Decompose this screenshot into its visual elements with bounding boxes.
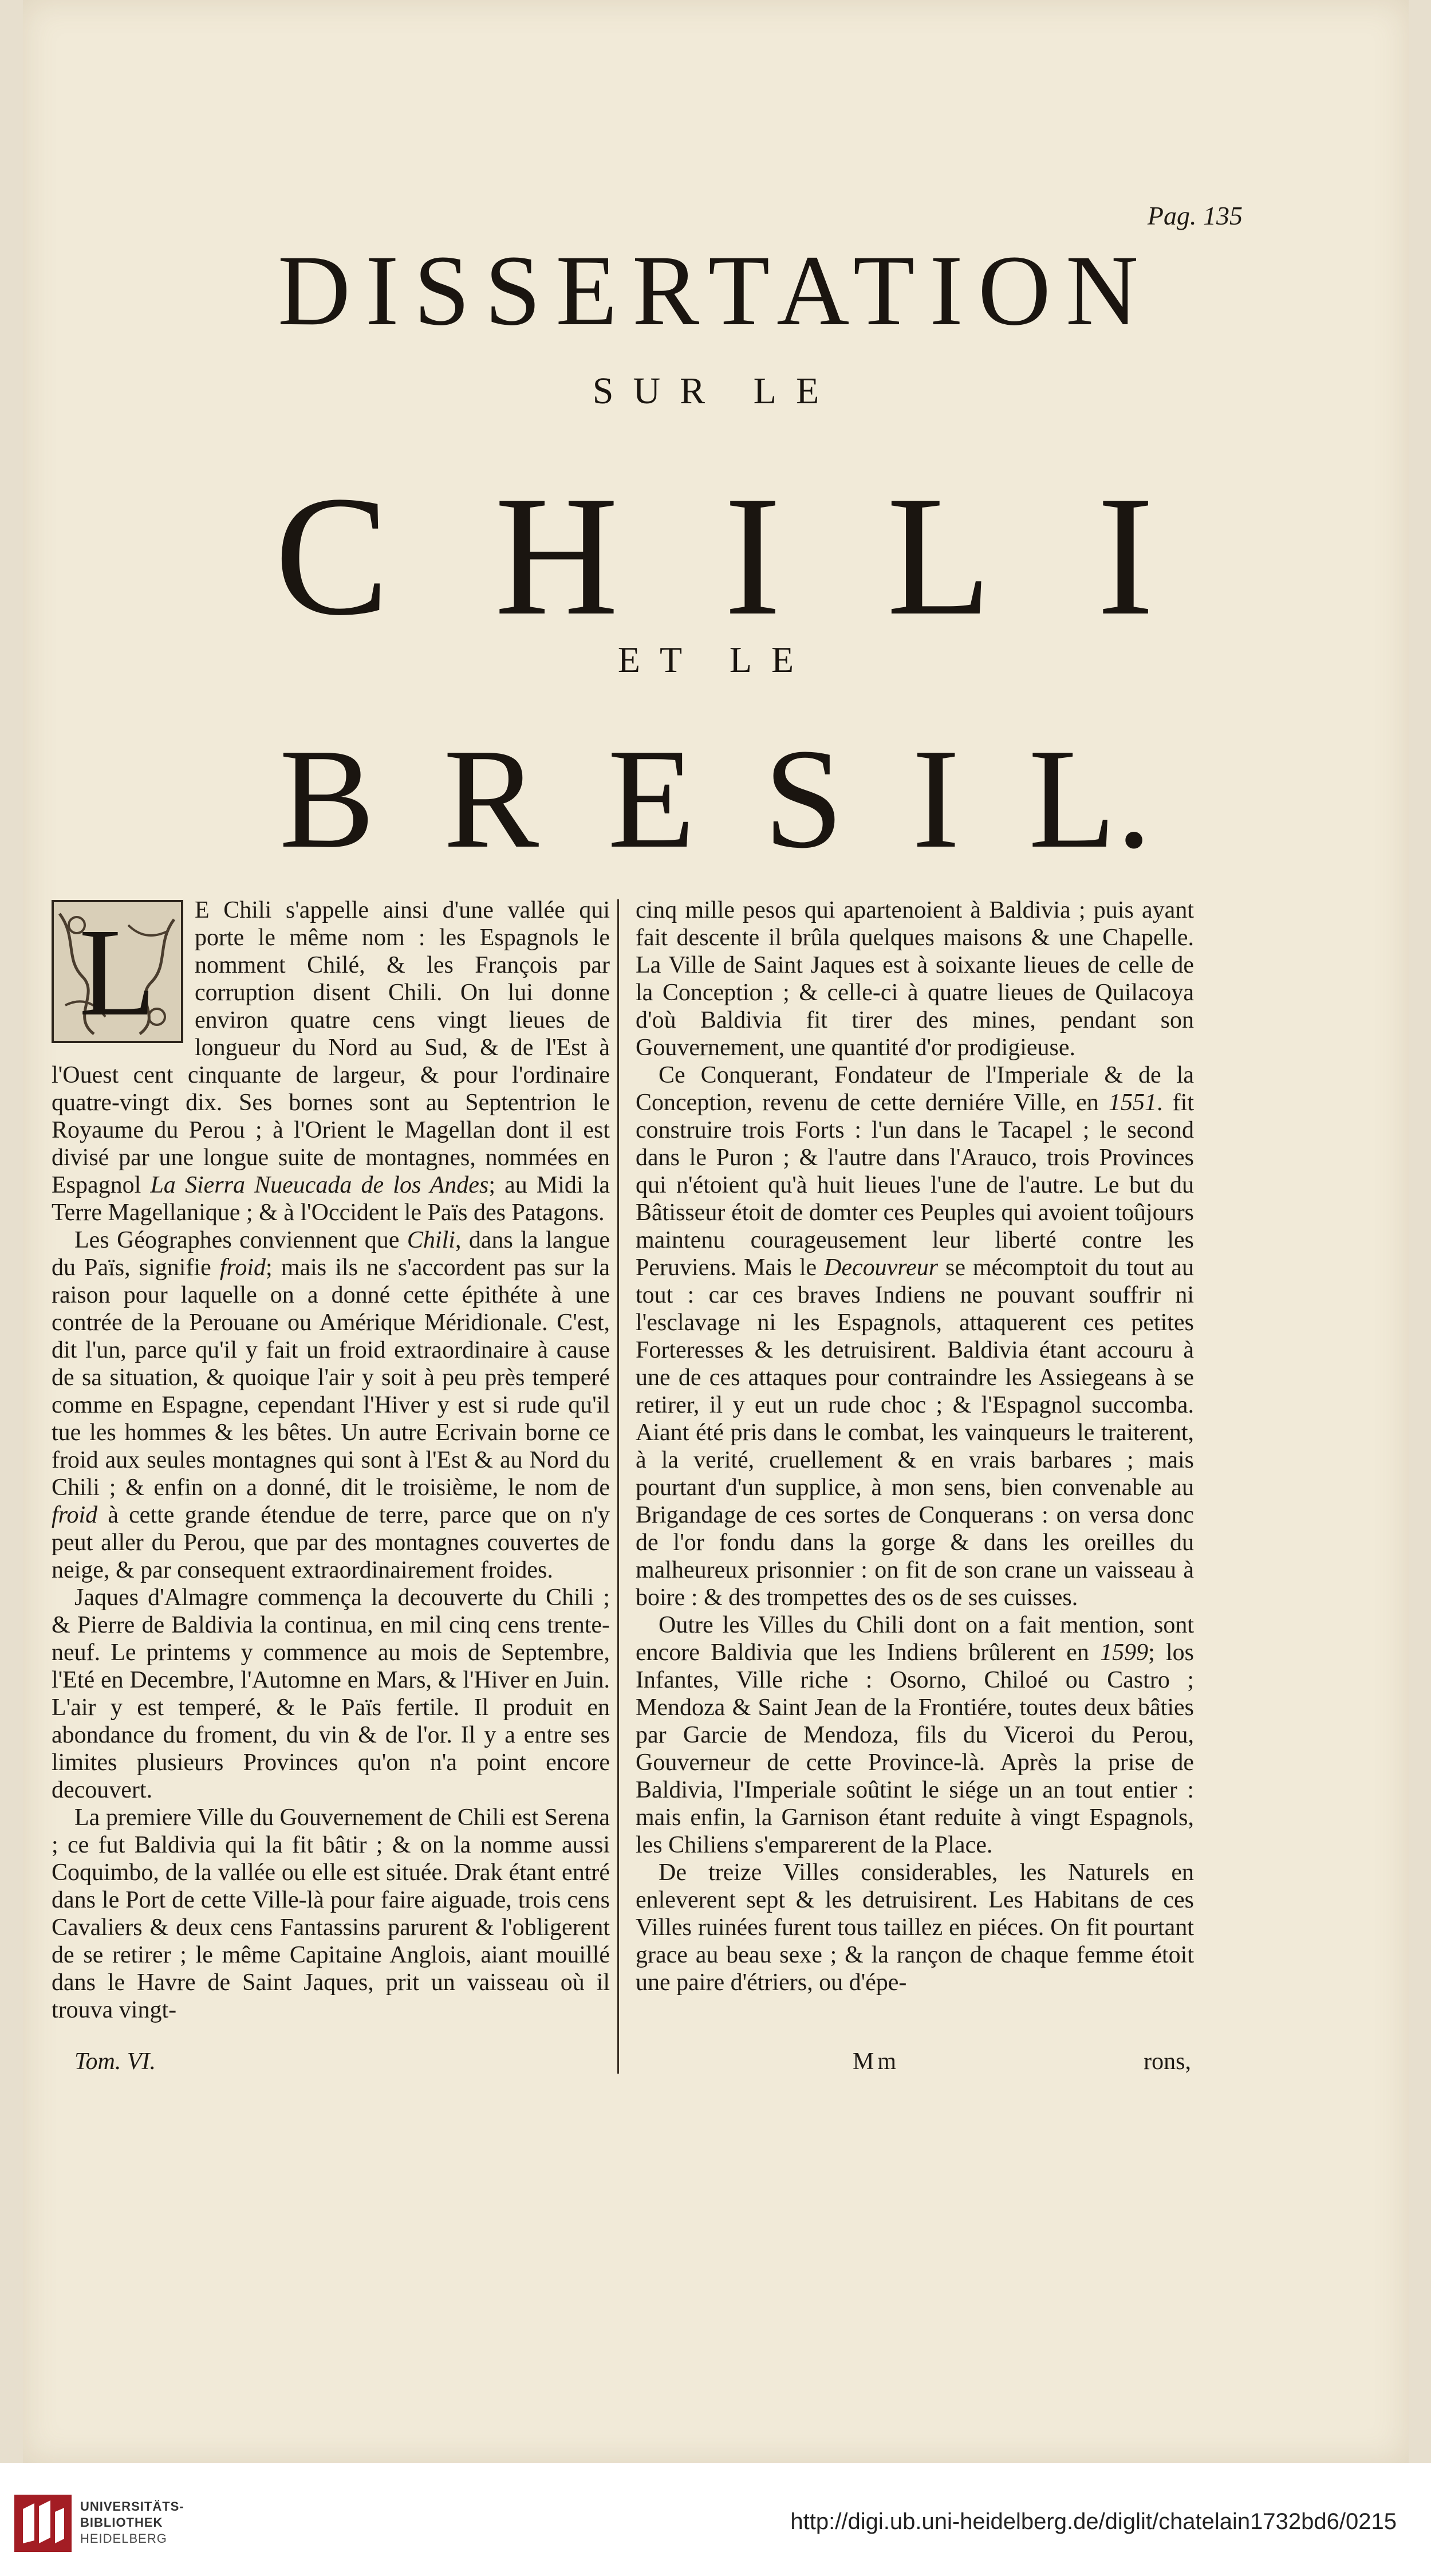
text: , dans la langue du Païs, signifie: [52, 1227, 610, 1281]
text: ; au Midi la Terre Magellanique ; & à l'Occident le Païs des Patagons.: [52, 1172, 610, 1226]
paragraph: [52, 896, 610, 1226]
text: Outre les Villes du Chili dont on a fait mention, sont encore Baldivia que les Indiens brûlerent en: [636, 1612, 1194, 1666]
text: E Chili s'appelle ainsi d'une vallée qui porte le même nom : les Espagnols le nomment Chilé, & les François par corruption disent Chili. On lui donne environ quatre cens vingt lieues de longueur du Nord au Sud, & de l'Est à l'Ouest cent cinquante de largeur, & pour l'ordinaire quatre-vingt dix. Ses bornes sont au Septentrion le Royaume du Perou ; à l'Orient le Magellan dont il est divisé par une longue suite de montagnes, nommées en Espagnol: [52, 897, 610, 1198]
title-bresil-letter: E: [608, 719, 695, 878]
title-chili-letter: L: [886, 461, 994, 651]
dropcap-letter: L: [78, 902, 156, 1042]
title-bresil-letter: L.: [1028, 719, 1152, 878]
university-library-logo-icon[interactable]: [11, 2492, 74, 2555]
text: . fit construire trois Forts : l'un dans le Tacapel ; le second dans le Puron ; & l'autre dans l'Arauco, trois Provinces qui n'étoient qu'à huit lieues l'une de l'autre. Le but du Bâtisseur étoit de domter ces Peuples qui avoient toûjours maintenu courageusement leur liberté contre les Peruviens. Mais le: [636, 1090, 1195, 1281]
paragraph: De treize Villes considerables, les Naturels en enleverent sept & les detruisirent. Les Habitans de ces Villes ruinées furent tous taillez en piéces. On fit pourtant grace au beau sexe ; & la rançon de chaque femme étoit une paire d'étriers, ou d'épe-: [636, 1859, 1194, 1996]
signature-mark: Mm: [852, 2048, 900, 2075]
text: se mécomptoit du tout au tout : car ces braves Indiens ne pouvant souffrir ni l'esclavage ni les Espagnols, attaquerent ces petites Forteresses & les detruisirent. Baldivia étant accouru à une de ces attaques pour contraindre les Assiegeans à se retirer, il y eut un rude choc ; & l'Espagnol succomba. Aiant été pris dans le combat, les vainqueurs le traiterent, à la verité, cruellement & en vrais barbares ; mais pourtant d'un supplice, à mon sens, bien convenable au Brigandage de ces sortes de Conquerans : on versa donc de l'or fondu dans la gorge & dans les oreilles du malheureux prisonnier : on fit de son crane un vaisseau à boire : & des trompettes des os de ses cuisses.: [636, 1254, 1195, 1611]
column-divider: [617, 899, 619, 2074]
left-column: [52, 896, 610, 2024]
title-chili-letter: H: [494, 461, 621, 651]
library-line: BIBLIOTHEK: [80, 2515, 163, 2530]
library-line: UNIVERSITÄTS-: [80, 2499, 184, 2514]
library-name: [80, 2499, 184, 2547]
paragraph: [52, 1226, 610, 1584]
text: ; mais ils ne s'accordent pas sur la raison pour laquelle on a donné cette épithéte à une contrée de la Perouane ou Amérique Méridionale. C'est, dit l'un, parce qu'il y fait un froid extraordinaire à cause de sa situation, & quoique l'air y soit à peu près temperé comme en Espagne, cependant l'Hiver y est si rude qu'il tue les hommes & les bêtes. Un autre Ecrivain borne ce froid aux seules montagnes qui sont à l'Est & au Nord du Chili ; & enfin on a donné, dit le troisième, le nom de: [52, 1254, 610, 1501]
title-bresil: [0, 719, 1431, 878]
title-bresil-letter: B: [279, 719, 375, 878]
paragraph: [636, 1061, 1194, 1611]
volume-label: Tom. VI.: [74, 2048, 156, 2075]
page-number: Pag. 135: [1147, 201, 1243, 230]
paragraph: [636, 1611, 1194, 1859]
title-chili-letter: I: [1097, 461, 1157, 651]
title-bresil-letter: I: [912, 719, 960, 878]
library-line: HEIDELBERG: [80, 2531, 167, 2546]
text-italic: Chili: [407, 1227, 455, 1253]
text: ; los Infantes, Ville riche : Osorno, Chiloé ou Castro ; Mendoza & Saint Jean de la Frontiére, toutes deux bâties par Garcie de Mendoza, fils du Viceroi du Perou, Gouverneur de cette Province-là. Après la prise de Baldivia, l'Imperiale soûtint le siége un an tout entier : mais enfin, la Garnison étant reduite à vingt Espagnols, les Chiliens s'emparerent de la Place.: [636, 1639, 1195, 1858]
title-dissertation: DISSERTATION: [277, 235, 1154, 347]
title-bresil-letter: S: [763, 719, 843, 878]
text-italic: La Sierra Nueucada de los Andes: [150, 1172, 489, 1198]
library-footer-bar: [0, 2463, 1431, 2576]
title-et-le: ET LE: [617, 639, 814, 680]
right-column: [636, 896, 1194, 1996]
paragraph: Jaques d'Almagre commença la decouverte du Chili ; & Pierre de Baldivia la continua, en mil cinq cens trente-neuf. Le printems y commence au mois de Septembre, l'Eté en Decembre, l'Automne en Mars, & l'Hiver en Juin. L'air y est temperé, & le Païs fertile. Il produit en abondance du froment, du vin & de l'or. Il y a entre ses limites plusieurs Provinces qu'on n'a point encore decouvert.: [52, 1584, 610, 1803]
paragraph: La premiere Ville du Gouvernement de Chili est Serena ; ce fut Baldivia qui la fit bâtir ; & on la nomme aussi Coquimbo, de la vallée ou elle est située. Drak étant entré dans le Port de cette Ville-là pour faire aiguade, trois cens Cavaliers & deux cens Fantassins parurent & l'obligerent de se retirer ; le même Capitaine Anglois, aiant mouillé dans le Havre de Saint Jaques, prit un vaisseau où il trouva vingt-: [52, 1804, 610, 2023]
text-italic: froid: [219, 1254, 266, 1281]
title-chili-letter: I: [724, 461, 784, 651]
text-italic: Decouvreur: [824, 1254, 939, 1281]
title-sur-le: SUR LE: [592, 370, 839, 412]
title-chili: [0, 461, 1431, 651]
text-italic: 1599: [1100, 1639, 1149, 1666]
paragraph: cinq mille pesos qui apartenoient à Baldivia ; puis ayant fait descente il brûla quelques maisons & une Chapelle. La Ville de Saint Jaques est à soixante lieues de celle de la Conception ; & celle-ci à quatre lieues de Quilacoya d'où Baldivia fit tirer des mines, pendant son Gouvernement, une quantité d'or prodigieuse.: [636, 897, 1194, 1061]
text-italic: 1551: [1109, 1090, 1157, 1116]
title-bresil-letter: R: [443, 719, 539, 878]
ornamental-initial: [52, 900, 183, 1043]
source-url-link[interactable]: http://digi.ub.uni-heidelberg.de/diglit/chatelain1732bd6/0215: [790, 2509, 1397, 2534]
title-chili-letter: C: [274, 461, 392, 651]
text: à cette grande étendue de terre, parce que on n'y peut aller du Perou, que par des montagnes couvertes de neige, & par consequent extraordinairement froides.: [52, 1502, 610, 1583]
text-italic: froid: [52, 1502, 98, 1528]
text: Les Géographes conviennent que: [74, 1227, 400, 1253]
catchword: rons,: [1144, 2048, 1191, 2075]
text: Ce Conquerant, Fondateur de l'Imperiale & de la Conception, revenu de cette derniére Ville, en: [636, 1062, 1194, 1116]
